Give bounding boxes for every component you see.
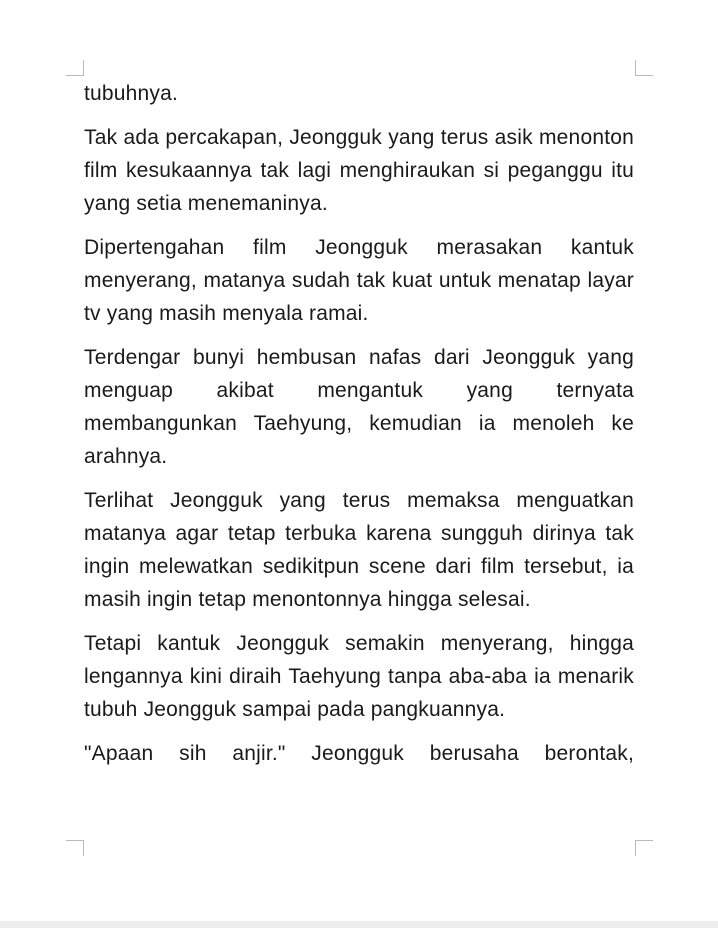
margin-corner-bottom-right — [635, 840, 653, 856]
margin-corner-top-right — [635, 60, 653, 76]
paragraph: Terlihat Jeongguk yang terus memaksa menguatkan matanya agar tetap terbuka karena sungguh dirinya tak ingin melewatkan sedikitpun scene dari film tersebut, ia masih ingin tetap menontonnya hingga selesai. — [84, 489, 634, 611]
paragraph: Terdengar bunyi hembusan nafas dari Jeongguk yang menguap akibat mengantuk yang ternyata membangunkan Taehyung, kemudian ia menoleh ke arahnya. — [84, 346, 634, 468]
margin-corner-top-left — [66, 60, 84, 76]
paragraph: tubuhnya. — [84, 82, 179, 105]
margin-corner-bottom-left — [66, 840, 84, 856]
paragraph: Tak ada percakapan, Jeongguk yang terus asik menonton film kesukaannya tak lagi menghiraukan si peganggu itu yang setia menemaninya. — [84, 126, 634, 215]
paragraph: Dipertengahan film Jeongguk merasakan kantuk menyerang, matanya sudah tak kuat untuk menatap layar tv yang masih menyala ramai. — [84, 236, 634, 325]
paragraph: "Apaan sih anjir." Jeongguk berusaha berontak, — [84, 742, 634, 765]
page-gap — [0, 921, 718, 928]
document-body — [84, 77, 634, 770]
paragraph: Tetapi kantuk Jeongguk semakin menyerang, hingga lengannya kini diraih Taehyung tanpa aba-aba ia menarik tubuh Jeongguk sampai pada pangkuannya. — [84, 632, 634, 721]
